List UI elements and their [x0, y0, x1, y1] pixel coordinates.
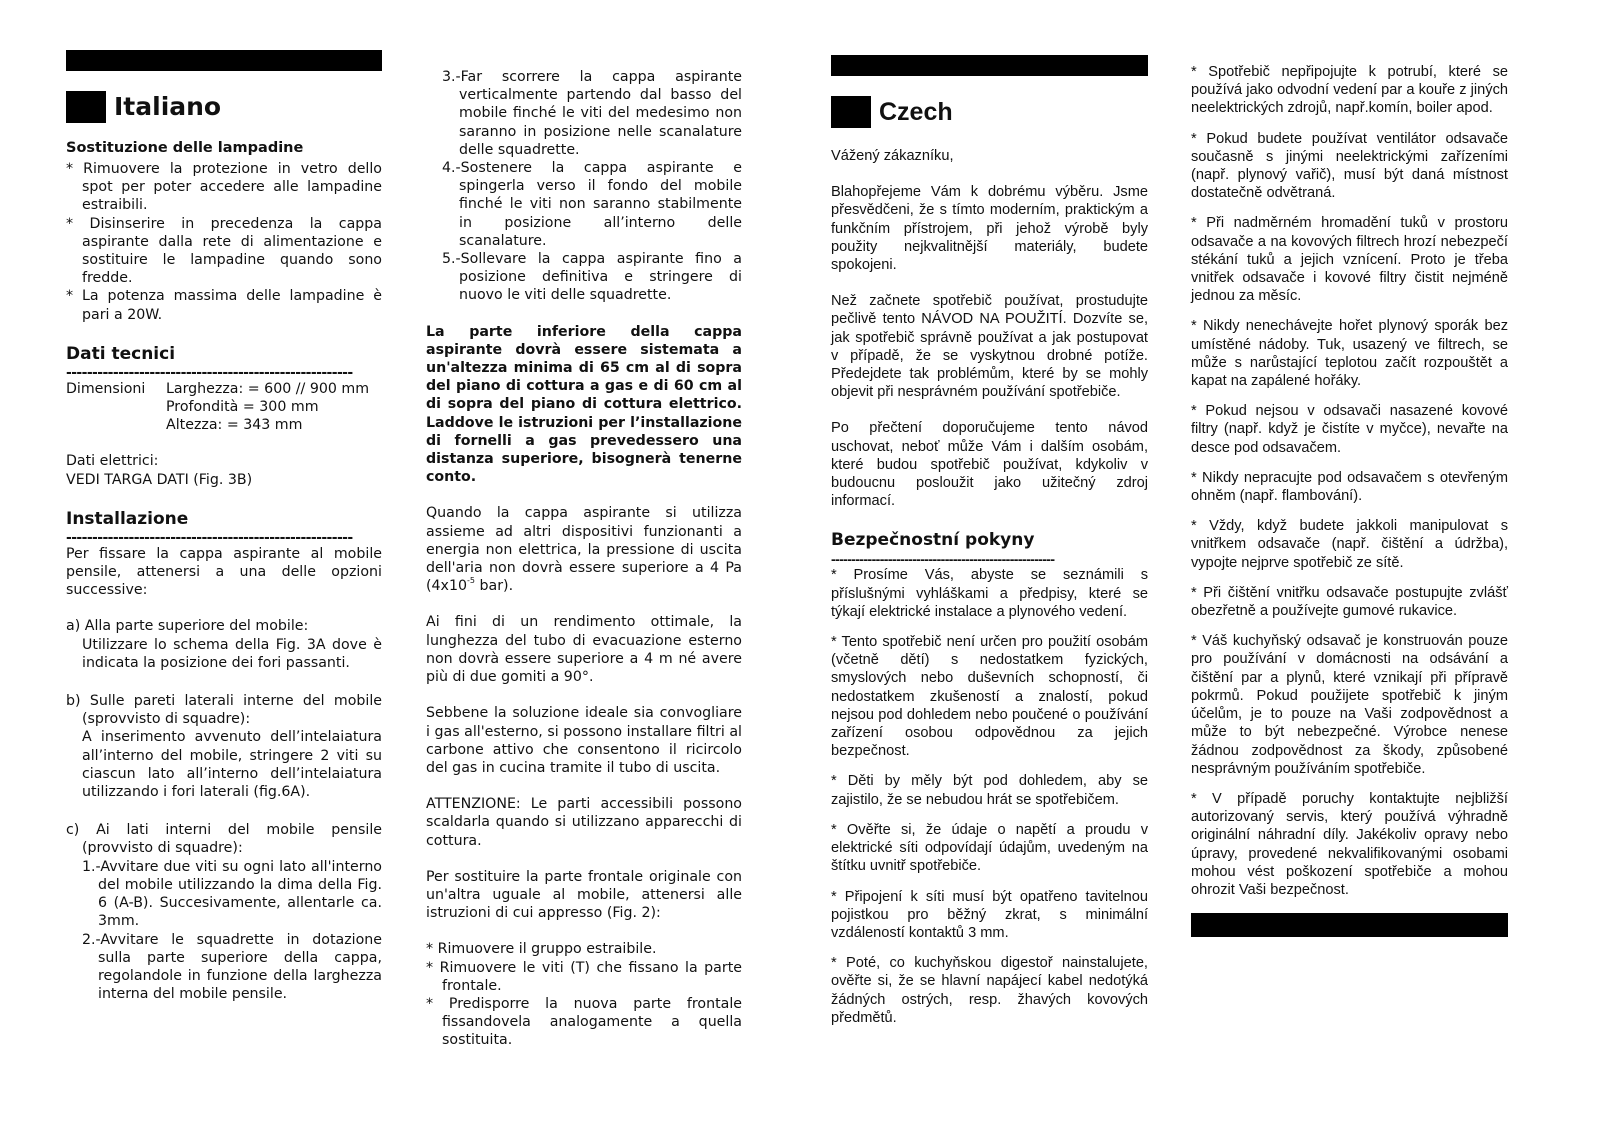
install-step: 3.-Far scorrere la cappa aspirante verticalmente partendo dal basso del mobile finché le viti del medesimo non saranno in posizione nelle scanalature delle squadrette.: [442, 69, 742, 158]
language-title-czech: [831, 95, 1148, 129]
dimensions-values: [166, 380, 369, 435]
greeting: Vážený zákazníku,: [831, 148, 954, 164]
safety-item: * Při nadměrném hromadění tuků v prostoru odsavače a na kovových filtrech hrozí nebezpečí stékání tuků a jejich vznícení. Proto je třeba vnitřek odsavače i kovové filtry čistit nejméně jednou za měsíc.: [1191, 215, 1508, 305]
lamp-item: * Rimuovere la protezione in vetro dello spot per poter accedere alle lampadine estraibili.: [66, 161, 382, 214]
attention-paragraph: ATTENZIONE: Le parti accessibili possono scaldarla quando si utilizzano apparecchi di cottura.: [426, 796, 742, 849]
install-step: 1.-Avvitare due viti su ogni lato all'interno del mobile utilizzando la dima della Fig. 6 (A-B). Succesivamente, allentarle ca. 3mm.: [82, 858, 382, 930]
lamp-item: * Disinserire in precedenza la cappa aspirante dalla rete di alimentazione e sostituire le lampadine quando sono fredde.: [66, 215, 382, 287]
safety-item: * Pokud nejsou v odsavači nasazené kovové filtry (např. když je čistíte v myčce), nevařte na desce pod odsavačem.: [1191, 403, 1508, 456]
pressure-exponent: -5: [467, 576, 475, 586]
dimension-value: Profondità = 300 mm: [166, 399, 319, 416]
install-step: 4.-Sostenere la cappa aspirante e spingerla verso il fondo del mobile finché le viti non saranno stabilmente in posizione all’interno delle scanalature.: [442, 160, 742, 249]
black-square-marker: [831, 96, 871, 128]
czech-column-1: [831, 55, 1148, 1027]
divider-line: -------------------------------------------------------: [66, 365, 353, 380]
safety-heading: Bezpečnostní pokyny: [831, 530, 1035, 551]
footer-black-bar: [1191, 913, 1508, 937]
safety-item: * Nikdy nenechávejte hořet plynový sporák bez umístěné nádoby. Tuk, usazený ve filtrech, se může s narůstající teplotou začít rozpouštět a kapat na zapálené hořáky.: [1191, 318, 1508, 390]
tube-paragraph: Ai fini di un rendimento ottimale, la lunghezza del tubo di evacuazione esterno non dovrà essere superiore a 4 m né avere più di due gomiti a 90°.: [426, 614, 742, 686]
language-title-text: Czech: [879, 97, 953, 126]
pressure-paragraph: [426, 504, 742, 595]
italian-column-1: [66, 50, 382, 1003]
front-item: * Rimuovere il gruppo estraibile.: [426, 941, 657, 958]
dimension-value: Larghezza: = 600 // 900 mm: [166, 380, 370, 397]
italian-column-2: [426, 68, 742, 1050]
divider-line: -------------------------------------------------------: [831, 552, 1055, 567]
language-title-italian: [66, 90, 382, 124]
pressure-text: Quando la cappa aspirante si utilizza assieme ad altri dispositivi funzionanti a energia non elettrica, la pressione di uscita dell'aria non dovrà essere superiore a 4 Pa (4x10: [426, 505, 742, 595]
height-warning: La parte inferiore della cappa aspirante dovrà essere sistemata a un'altezza minima di 65 cm al di sopra del piano di cottura a gas e di 60 cm al di sopra del piano di cottura elettrico. Laddove le istruzioni per l’installazione di fornelli a gas prevedessero una distanza superiore, bisognerà tenerne conto.: [426, 323, 742, 486]
safety-item: * Připojení k síti musí být opatřeno tavitelnou pojistkou pro běžný zkrat, s minimální vzdáleností kontaktů 3 mm.: [831, 888, 1148, 941]
header-black-bar: [831, 55, 1148, 76]
electrical-value: VEDI TARGA DATI (Fig. 3B): [66, 471, 253, 488]
czech-column-2: [1191, 63, 1508, 937]
option-a-title: a) Alla parte superiore del mobile:: [66, 618, 309, 635]
option-b-title: b) Sulle pareti laterali interne del mobile (sprovvisto di squadre):: [66, 693, 382, 728]
pressure-unit: bar).: [475, 578, 514, 595]
intro-paragraph: Než začnete spotřebič používat, prostudujte pečlivě tento NÁVOD NA POUŽITÍ. Dozvíte se, jak spotřebič správně používat a jak postupovat v případě, že se vyskytnou drobné potíže. Předejdete tak problémům, které by se mohly objevit při nesprávném používání spotřebiče.: [831, 293, 1148, 401]
safety-item: * Spotřebič nepřipojujte k potrubí, které se používá jako odvodní vedení par a kouře z jiných neelektrických zdrojů, např.komín, boiler apod.: [1191, 64, 1508, 117]
safety-item: * Nikdy nepracujte pod odsavačem s otevřeným ohněm (např. flambování).: [1191, 469, 1508, 505]
electrical-label: Dati elettrici:: [66, 453, 159, 470]
black-square-marker: [66, 91, 106, 123]
safety-item: * Tento spotřebič není určen pro použití osobám (včetně dětí) s nedostatkem fyzických, smyslových nebo duševních schopností, či nedostatkem zkušeností a znalostí, pokud nejsou pod dohledem nebo poučené o používání zařízení osobou odpovědnou za jejich bezpečnost.: [831, 634, 1148, 760]
safety-item: * V případě poruchy kontaktujte nejbližší autorizovaný servis, který používá výhradně originální náhradní díly. Jakékoliv opravy nebo úpravy, provedené nekvalifikovanými osobami mohou vést poškození spotřebiče a mohou ohrozit Vaši bezpečnost.: [1191, 790, 1508, 898]
install-step: 2.-Avvitare le squadrette in dotazione sulla parte superiore della cappa, regolandole in funzione della larghezza interna del mobile pensile.: [82, 931, 382, 1003]
dimension-value: Altezza: = 343 mm: [166, 417, 303, 434]
install-heading: Installazione: [66, 508, 189, 529]
safety-item: * Prosíme Vás, abyste se seznámili s příslušnými vyhláškami a předpisy, které se týkají elektrické instalace a plynového vedení.: [831, 567, 1148, 620]
front-paragraph: Per sostituire la parte frontale originale con un'altra uguale al mobile, attenersi alle istruzioni di cui appresso (Fig. 2):: [426, 868, 742, 922]
install-step: 5.-Sollevare la cappa aspirante fino a posizione definitiva e stringere di nuovo le viti delle squadrette.: [442, 251, 742, 304]
safety-item: * Pokud budete používat ventilátor odsavače současně s jinými neelektrickými zařízeními (např. plynový vařič), musí být daná místnost dostatečně odvětraná.: [1191, 130, 1508, 202]
option-a-text: Utilizzare lo schema della Fig. 3A dove è indicata la posizione dei fori passanti.: [82, 636, 382, 671]
intro-paragraph: Po přečtení doporučujeme tento návod uschovat, neboť může Vám i dalším osobám, které budou spotřebič používat, kdykoliv v budoucnu posloužit jako užitečný zdroj informací.: [831, 420, 1148, 510]
header-black-bar: [66, 50, 382, 71]
dimensions-row: [66, 380, 382, 435]
front-item: * Predisporre la nuova parte frontale fissandovela analogamente a quella sostituita.: [426, 995, 742, 1049]
safety-item: * Poté, co kuchyňskou digestoř nainstalujete, ověřte si, že se hlavní napájecí kabel nedotýká žádných ostrých, resp. žhavých kovových předmětů.: [831, 955, 1148, 1026]
option-c-title: c) Ai lati interni del mobile pensile (provvisto di squadre):: [66, 822, 382, 857]
safety-item: * Děti by měly být pod dohledem, aby se zajistilo, že se nebudou hrát se spotřebičem.: [831, 773, 1148, 808]
safety-item: * Vždy, když budete jakkoli manipulovat s vnitřkem odsavače (např. čištění a údržba), vypojte nejprve spotřebič ze sítě.: [1191, 518, 1508, 571]
divider-line: -------------------------------------------------------: [66, 530, 353, 545]
safety-item: * Při čištění vnitřku odsavače postupujte zvlášť obezřetně a používejte gumové rukavice.: [1191, 584, 1508, 620]
front-item: * Rimuovere le viti (T) che fissano la parte frontale.: [426, 959, 742, 994]
filters-paragraph: Sebbene la soluzione ideale sia convogliare i gas all'esterno, si possono installare filtri al carbone attivo che consentono il ricircolo del gas in cucina tramite il tubo di uscita.: [426, 705, 742, 776]
safety-item: * Ověřte si, že údaje o napětí a proudu v elektrické síti odpovídají údajům, uvedeným na štítku uvnitř spotřebiče.: [831, 821, 1148, 875]
install-intro: Per fissare la cappa aspirante al mobile pensile, attenersi a una delle opzioni successive:: [66, 545, 382, 599]
safety-item: * Váš kuchyňský odsavač je konstruován pouze pro používání v domácnosti na odsávání a čištění par a plynů, které vznikají při přípravě pokrmů. Pokud použijete spotřebič k jiným účelům, je to pouze na Vaši zodpovědnost a může to být nebezpečné. Výrobce nenese žádnou zodpovědnost za škody, způsobené nesprávným používáním spotřebiče.: [1191, 633, 1508, 777]
language-title-text: Italiano: [114, 91, 222, 121]
intro-paragraph: Blahopřejeme Vám k dobrému výběru. Jsme přesvědčeni, že s tímto moderním, praktickým a funkčním přístrojem, při jehož výrobě byly použity nejkvalitnější materiály, budete spokojeni.: [831, 184, 1148, 274]
lamp-item: * La potenza massima delle lampadine è pari a 20W.: [66, 288, 382, 323]
tech-heading: Dati tecnici: [66, 343, 176, 364]
dimensions-label: Dimensioni: [66, 380, 146, 397]
lamp-heading: Sostituzione delle lampadine: [66, 140, 304, 156]
option-b-text: A inserimento avvenuto dell’intelaiatura all’interno del mobile, stringere 2 viti su ciascun lato all’interno dell’intelaiatura utilizzando i fori laterali (fig.6A).: [82, 729, 382, 801]
